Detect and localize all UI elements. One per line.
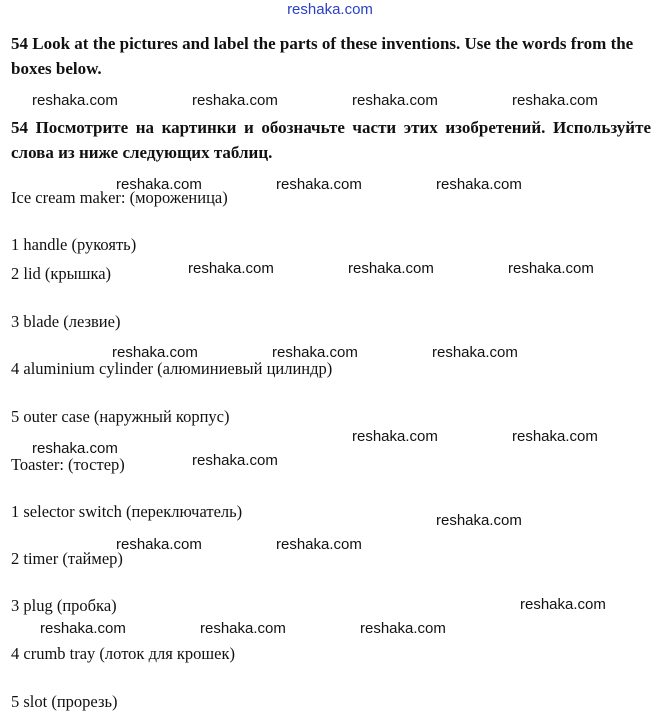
task-text-english: 54 Look at the pictures and label the parts of these inventions. Use the words from the boxes below. [11,34,634,78]
watermark: reshaka.com [436,176,522,193]
watermark: reshaka.com [200,620,286,637]
task-text-russian: 54 Посмотрите на картинки и обозначьте части этих изобретений. Используйте слова из ниже следующих таблиц. [11,118,651,162]
ice-cream-part-2: 2 lid (крышка) [11,264,112,283]
ice-cream-part-1: 1 handle (рукоять) [11,235,137,254]
watermark: reshaka.com [520,596,606,613]
watermark: reshaka.com [432,344,518,361]
watermark: reshaka.com [360,620,446,637]
site-header[interactable]: reshaka.com [287,1,373,18]
watermark: reshaka.com [188,260,274,277]
toaster-part-5: 5 slot (прорезь) [11,692,118,711]
watermark: reshaka.com [512,92,598,109]
toaster-title: Toaster: (тостер) [11,455,125,474]
watermark: reshaka.com [112,344,198,361]
watermark: reshaka.com [116,176,202,193]
toaster-part-1: 1 selector switch (переключатель) [11,502,243,521]
toaster-part-4: 4 crumb tray (лоток для крошек) [11,644,235,663]
watermark: reshaka.com [40,620,126,637]
toaster-part-2: 2 timer (таймер) [11,549,123,568]
ice-cream-part-4: 4 aluminium cylinder (алюминиевый цилиндр) [11,359,333,378]
toaster-part-3: 3 plug (пробка) [11,596,117,615]
watermark: reshaka.com [116,536,202,553]
watermark: reshaka.com [508,260,594,277]
watermark: reshaka.com [32,92,118,109]
watermark: reshaka.com [352,428,438,445]
watermark: reshaka.com [32,440,118,457]
watermark: reshaka.com [348,260,434,277]
watermark: reshaka.com [276,536,362,553]
watermark: reshaka.com [192,452,278,469]
watermark: reshaka.com [192,92,278,109]
ice-cream-maker-title: Ice cream maker: (мороженица) [11,188,228,207]
watermark: reshaka.com [512,428,598,445]
ice-cream-part-5: 5 outer case (наружный корпус) [11,407,230,426]
ice-cream-part-3: 3 blade (лезвие) [11,312,121,331]
watermark: reshaka.com [276,176,362,193]
watermark: reshaka.com [272,344,358,361]
watermark: reshaka.com [352,92,438,109]
watermark: reshaka.com [436,512,522,529]
